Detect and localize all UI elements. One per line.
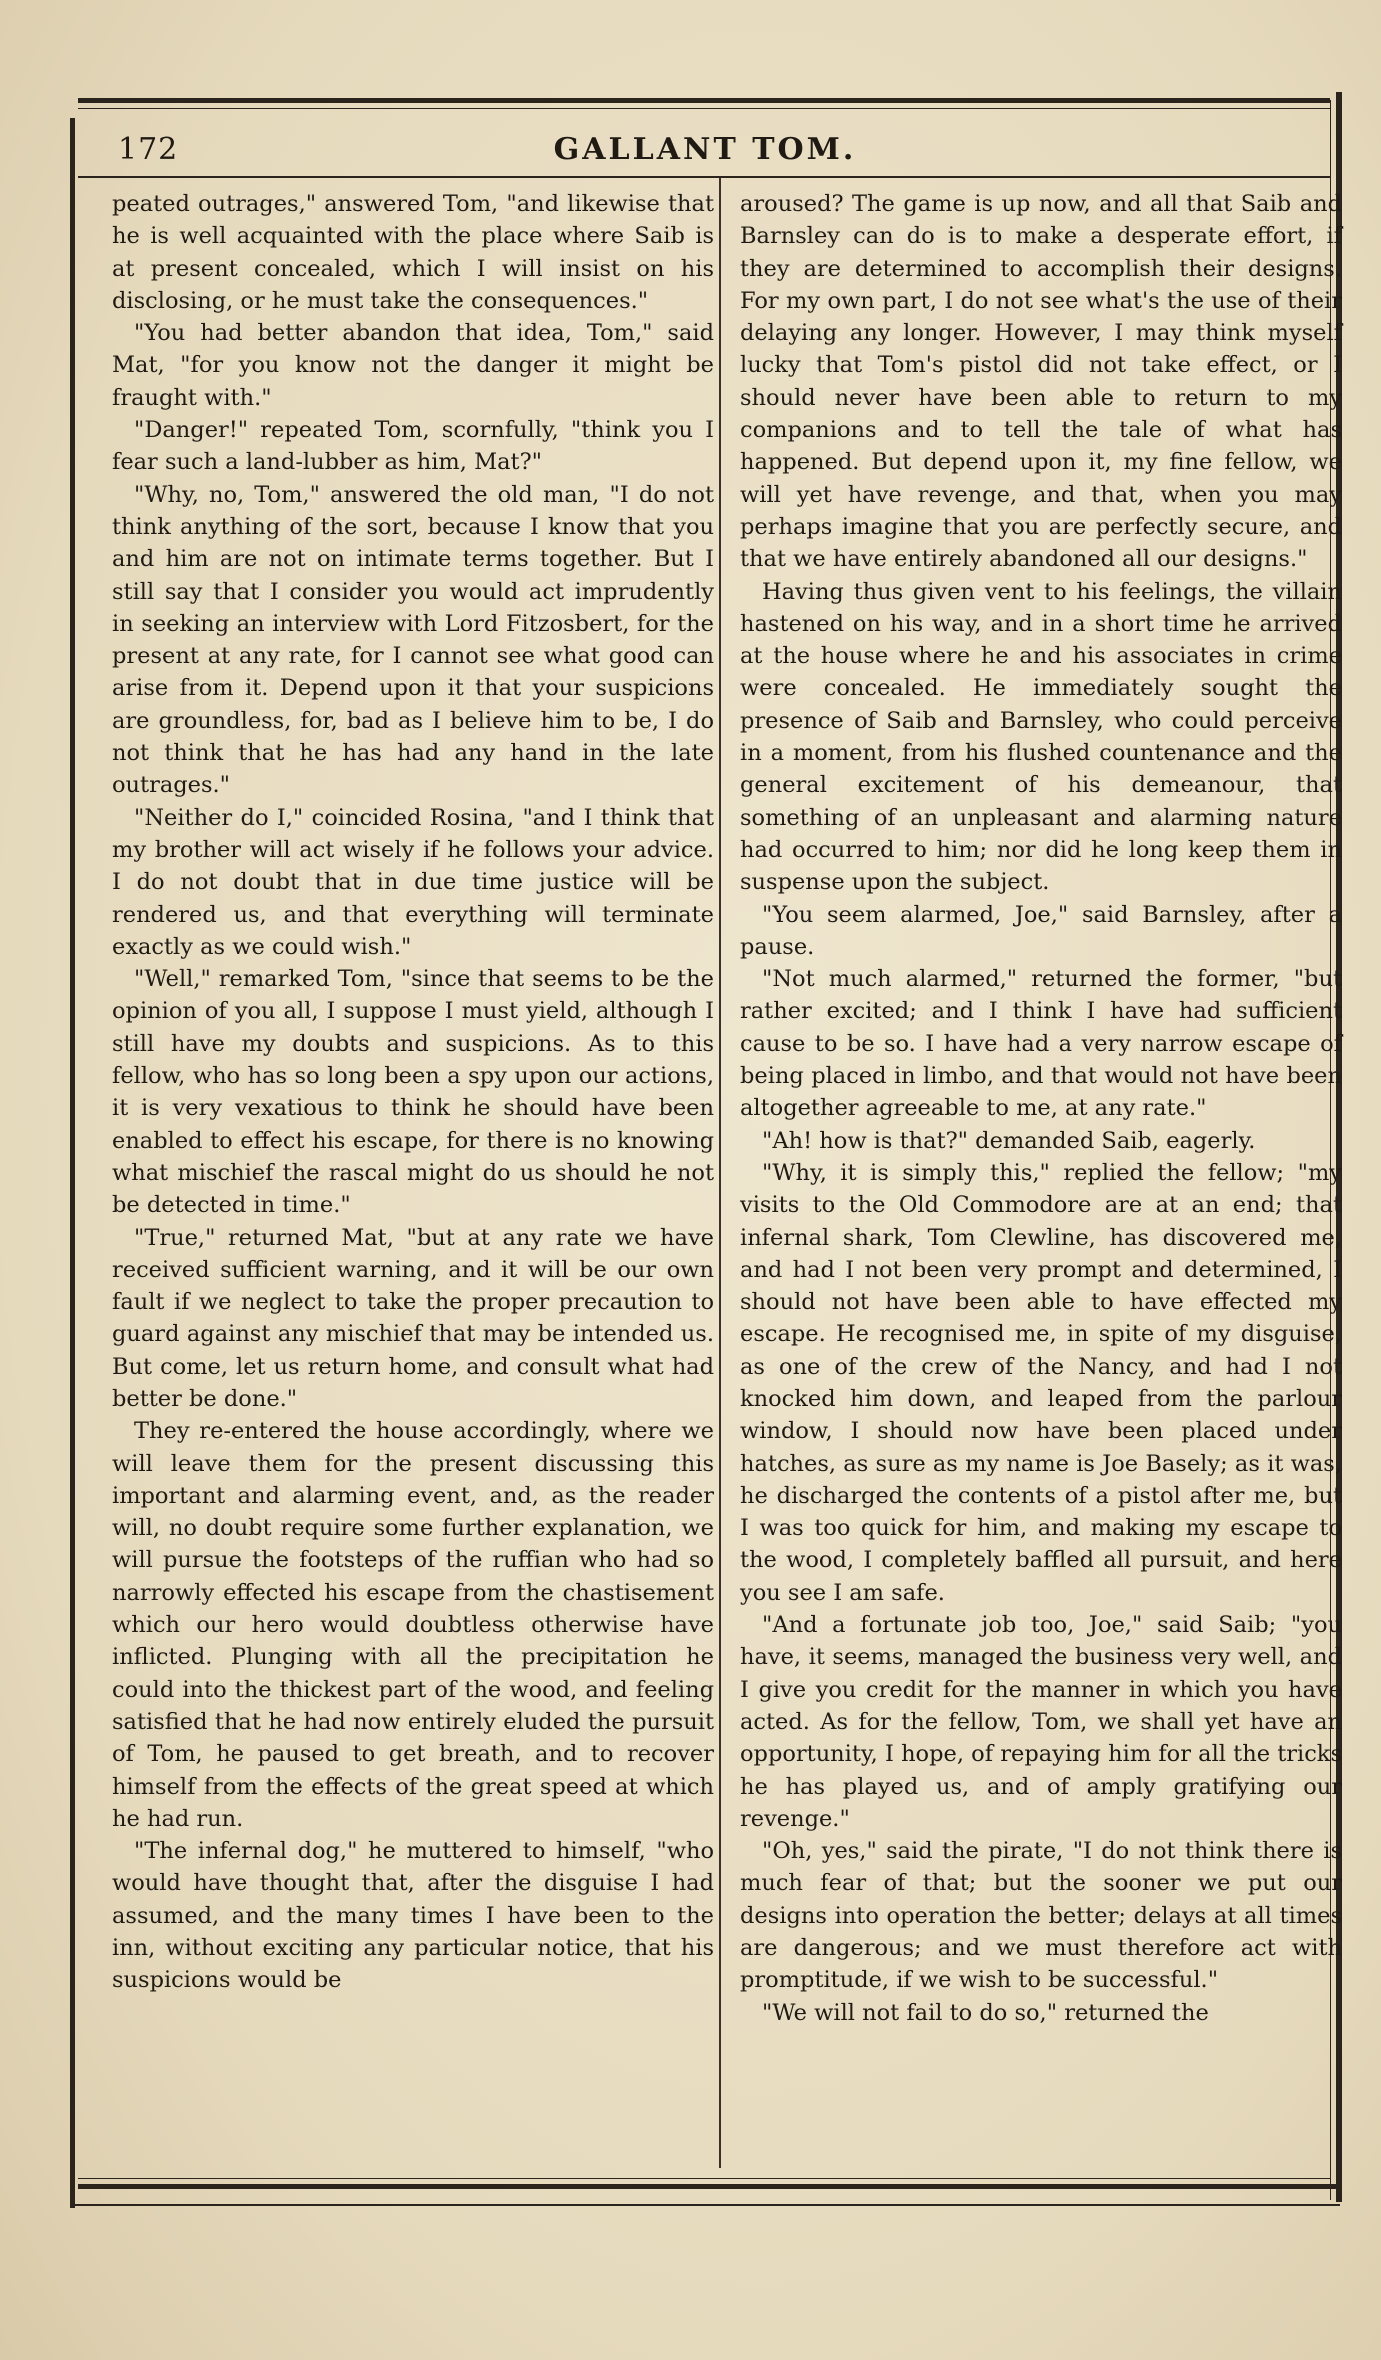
bottom-rule-thin (78, 2178, 1330, 2179)
paragraph: Having thus given vent to his feelings, the villain hastened on his way, and in a short time he arrived at the house where he and his associates in crime were concealed. He immediately sought the presence of Saib and Barnsley, who could perceive in a moment, from his flushed countenance and the general excitement of his demeanour, that something of an unpleasant and alarming nature had occurred to him; nor did he long keep them in suspense upon the subject. (740, 578, 1342, 896)
paragraph: "True," returned Mat, "but at any rate we have received sufficient warning, and it will be our own fault if we neglect to take the proper precaution to guard against any mischief that may be intended us. But come, let us return home, and consult what had better be done." (112, 1224, 714, 1412)
running-title: GALLANT TOM. (553, 132, 857, 167)
paragraph: "Why, no, Tom," answered the old man, "I do not think anything of the sort, because I know that you and him are not on intimate terms together. But I still say that I consider you would act imprudently in seeking an interview with Lord Fitzosbert, for the present at any rate, for I cannot see what good can arise from it. Depend upon it that your suspicions are groundless, for, bad as I believe him to be, I do not think that he has had any hand in the late outrages." (112, 481, 714, 799)
bottom-rule-outer (72, 2204, 1340, 2206)
left-column (112, 188, 714, 1997)
paragraph: peated outrages," answered Tom, "and likewise that he is well acquainted with the place where Saib is at present concealed, which I will insist on his disclosing, or he must take the consequences." (112, 191, 714, 314)
paragraph: "You seem alarmed, Joe," said Barnsley, after a pause. (740, 901, 1342, 960)
top-rule-thin (78, 108, 1330, 109)
paragraph: "Neither do I," coincided Rosina, "and I think that my brother will act wisely if he follows your advice. I do not doubt that in due time justice will be rendered us, and that everything will terminate exactly as we could wish." (112, 804, 714, 960)
paragraph: aroused? The game is up now, and all that Saib and Barnsley can do is to make a desperate effort, if they are determined to accomplish their designs. For my own part, I do not see what's the use of their delaying any longer. However, I may think myself lucky that Tom's pistol did not take effect, or I should never have been able to return to my companions and to tell the tale of what has happened. But depend upon it, my fine fellow, we will yet have revenge, and that, when you may perhaps imagine that you are perfectly secure, and that we have entirely abandoned all our designs." (740, 191, 1342, 573)
paragraph: They re-entered the house accordingly, where we will leave them for the present discussing this important and alarming event, and, as the reader will, no doubt require some further explanation, we will pursue the footsteps of the ruffian who had so narrowly effected his escape from the chastisement which our hero would doubtless otherwise have inflicted. Plunging with all the precipitation he could into the thickest part of the wood, and feeling satisfied that he had now entirely eluded the pursuit of Tom, he paused to get breath, and to recover himself from the effects of the great speed at which he had run. (112, 1418, 714, 1832)
header-rule (78, 176, 1330, 178)
paragraph: "You had better abandon that idea, Tom," said Mat, "for you know not the danger it might be fraught with." (112, 320, 714, 411)
paragraph: "Oh, yes," said the pirate, "I do not think there is much fear of that; but the sooner we put our designs into operation the better; delays at all times are dangerous; and we must therefore act with promptitude, if we wish to be successful." (740, 1838, 1342, 1994)
column-divider (719, 178, 721, 2168)
right-column (740, 188, 1342, 2029)
paragraph: "Not much alarmed," returned the former, "but rather excited; and I think I have had sufficient cause to be so. I have had a very narrow escape of being placed in limbo, and that would not have been altogether agreeable to me, at any rate." (740, 966, 1342, 1122)
page-number: 172 (118, 132, 179, 167)
paragraph: "We will not fail to do so," returned the (762, 1999, 1209, 2026)
top-rule-thick (78, 98, 1330, 103)
bottom-rule-thick (78, 2184, 1338, 2189)
left-frame-rule (70, 118, 75, 2208)
paragraph: "The infernal dog," he muttered to himself, "who would have thought that, after the disguise I had assumed, and the many times I have been to the inn, without exciting any particular notice, that his suspicions would be (112, 1838, 714, 1994)
paragraph: "Ah! how is that?" demanded Saib, eagerly. (762, 1127, 1256, 1154)
paragraph: "Well," remarked Tom, "since that seems to be the opinion of you all, I suppose I must yield, although I still have my doubts and suspicions. As to this fellow, who has so long been a spy upon our actions, it is very vexatious to think he should have been enabled to effect his escape, for there is no knowing what mischief the rascal might do us should he not be detected in time." (112, 966, 714, 1219)
paragraph: "And a fortunate job too, Joe," said Saib; "you have, it seems, managed the business very well, and I give you credit for the manner in which you have acted. As for the fellow, Tom, we shall yet have an opportunity, I hope, of repaying him for all the tricks he has played us, and of amply gratifying our revenge." (740, 1612, 1342, 1832)
paragraph: "Danger!" repeated Tom, scornfully, "think you I fear such a land-lubber as him, Mat?" (112, 417, 714, 476)
paragraph: "Why, it is simply this," replied the fellow; "my visits to the Old Commodore are at an end; that infernal shark, Tom Clewline, has discovered me, and had I not been very prompt and determined, I should not have been able to have effected my escape. He recognised me, in spite of my disguise, as one of the crew of the Nancy, and had I not knocked him down, and leaped from the parlour window, I should now have been placed under hatches, as sure as my name is Joe Basely; as it was, he discharged the contents of a pistol after me, but I was too quick for him, and making my escape to the wood, I completely baffled all pursuit, and here you see I am safe. (740, 1159, 1342, 1606)
page-header (90, 128, 1320, 176)
